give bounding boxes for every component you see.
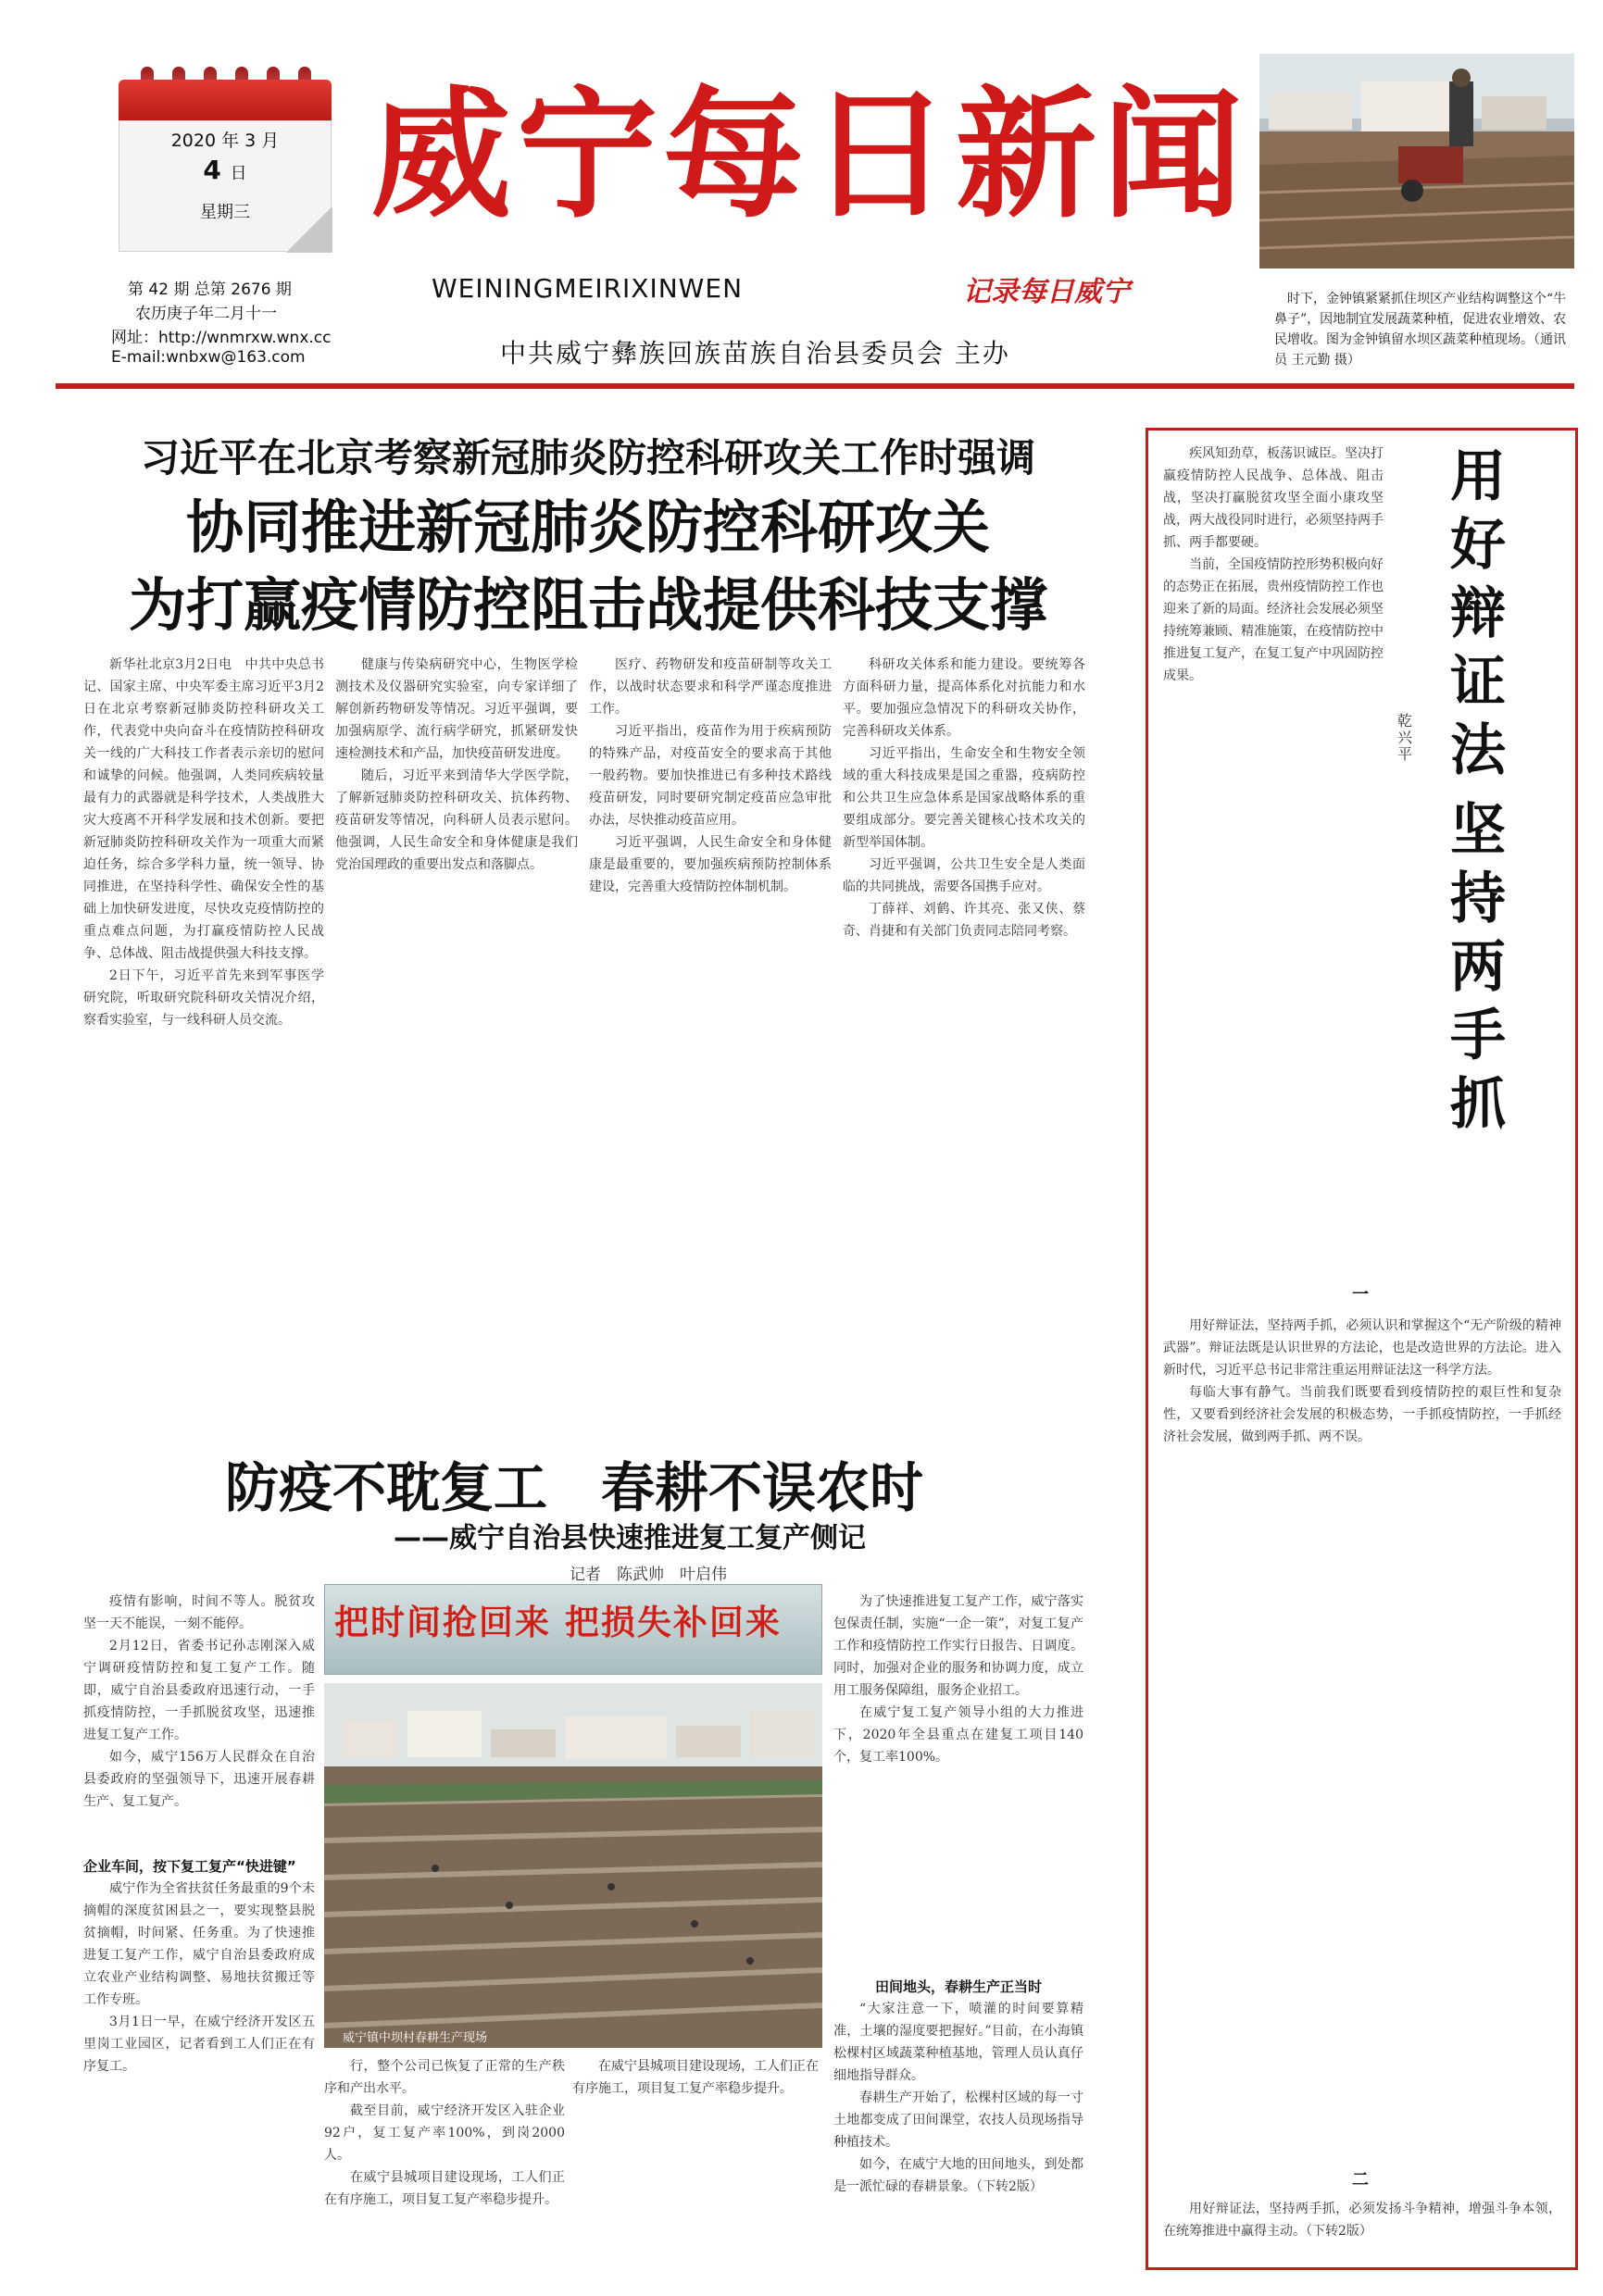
- commentary-paragraph: 疾风知劲草，板荡识诚臣。坚决打赢疫情防控人民战争、总体战、阻击战，坚决打赢脱贫攻坚全面小康攻坚战，两大战役同时进行，必须坚持两手抓、两手都要硬。: [1163, 446, 1384, 550]
- feature-column-2b: [324, 2055, 565, 2272]
- feature-paragraph: 春耕生产开始了，松棵村区域的每一寸土地都变成了田间课堂，农技人员现场指导种植技术。: [833, 2090, 1083, 2150]
- calendar-body: [119, 120, 332, 252]
- commentary-paragraph: 用好辩证法，坚持两手抓，必须认识和掌握这个“无产阶级的精神武器”。辩证法既是认识世界的方法论，也是改造世界的方法论。进入新时代，习近平总书记非常注重运用辩证法这一科学方法。: [1163, 1318, 1561, 1378]
- email[interactable]: E-mail:wnbxw@163.com: [111, 348, 306, 367]
- lunar-date: 农历庚子年二月十一: [135, 305, 277, 323]
- feature-photo-caption: 威宁镇中坝村春耕生产现场: [343, 2031, 488, 2045]
- commentary-paragraph: 每临大事有静气。当前我们既要看到疫情防控的艰巨性和复杂性，又要看到经济社会发展的积极态势，一手抓疫情防控，一手抓经济社会发展，做到两手抓、两不误。: [1163, 1385, 1561, 1444]
- feature-banner: [324, 1584, 822, 1675]
- feature-byline: 记者 陈武帅 叶启伟: [570, 1566, 727, 1584]
- feature-paragraph: 为了快速推进复工复产工作，威宁落实包保责任制，实施“一企一策”，对复工复产工作和疫情防控工作实行日报告、日调度。同时，加强对企业的服务和协调力度，成立用工服务保障组，服务企业招工。: [833, 1594, 1083, 1698]
- calendar-weekday: 星期三: [200, 203, 250, 222]
- lead-paragraph: 习近平强调，公共卫生安全是人类面临的共同挑战，需要各国携手应对。: [843, 857, 1085, 894]
- lead-headline-1: 协同推进新冠肺炎防控科研攻关: [185, 493, 990, 561]
- calendar-day-number: 4: [203, 155, 221, 185]
- sponsor-line: 中共威宁彝族回族苗族自治县委员会 主办: [500, 338, 1010, 368]
- feature-paragraph: 在威宁县城项目建设现场，工人们正在有序施工，项目复工复产率稳步提升。: [572, 2059, 819, 2096]
- issue-number: 第 42 期 总第 2676 期: [128, 281, 292, 299]
- commentary-title-top: 用好辩证法: [1450, 444, 1506, 783]
- feature-paragraph: 2月12日，省委书记孙志刚深入威宁调研疫情防控和复工复产工作。随即，威宁自治县委政府迅速行动，一手抓疫情防控，一手抓脱贫攻坚，迅速推进复工复产工作。: [83, 1639, 315, 1742]
- feature-column-1b: [83, 1855, 315, 2272]
- feature-paragraph: 行，整个公司已恢复了正常的生产秩序和产出水平。: [324, 2059, 565, 2096]
- lead-paragraph: 习近平强调，人民生命安全和身体健康是最重要的，要加强疾病预防控制体系建设，完善重大疫情防控体制机制。: [589, 835, 832, 894]
- commentary-author: 乾兴平: [1396, 712, 1412, 763]
- feature-paragraph: 在威宁县城项目建设现场，工人们正在有序施工，项目复工复产率稳步提升。: [324, 2170, 565, 2207]
- lead-paragraph: 科研攻关体系和能力建设。要统筹各方面科研力量，提高体系化对抗能力和水平。要加强应急情况下的科研攻关协作，完善科研攻关体系。: [843, 657, 1085, 739]
- lead-body-column-3: [589, 654, 832, 1413]
- masthead-pinyin: WEININGMEIRIXINWEN: [432, 273, 744, 304]
- feature-paragraph: 威宁作为全省扶贫任务最重的9个未摘帽的深度贫困县之一，要实现整县脱贫摘帽，时间紧、任务重。为了快速推进复工复产工作，威宁自治县委政府成立农业产业结构调整、易地扶贫搬迁等工作专班。: [83, 1881, 315, 2007]
- commentary-column-end: [1163, 2198, 1561, 2263]
- lead-paragraph: 健康与传染病研究中心，生物医学检测技术及仪器研究实验室，向专家详细了解创新药物研发等情况。习近平强调，要加强病原学、流行病学研究，抓紧研发快速检测技术和产品，加快疫苗研发进度。: [335, 657, 578, 761]
- lead-paragraph: 2日下午，习近平首先来到军事医学研究院，听取研究院科研攻关情况介绍，察看实验室，与一线科研人员交流。: [83, 968, 324, 1028]
- feature-column-3: [833, 1591, 1083, 1970]
- commentary-section-mark-2: 二: [1352, 2170, 1369, 2190]
- calendar-header: [119, 80, 332, 120]
- calendar-day: [119, 155, 331, 185]
- feature-banner-text: 把时间抢回来 把损失补回来: [334, 1603, 782, 1642]
- feature-paragraph: 在威宁复工复产领导小组的大力推进下，2020年全县重点在建复工项目140个，复工率100%。: [833, 1705, 1083, 1765]
- feature-paragraph: 3月1日一早，在威宁经济开发区五里岗工业园区，记者看到工人们正在有序复工。: [83, 2015, 315, 2074]
- feature-paragraph: “大家注意一下，喷灌的时间要算精准，土壤的湿度要把握好。”目前，在小海镇松棵村区域蔬菜种植基地，管理人员认真仔细地指导群众。: [833, 2002, 1083, 2083]
- page-curl: [286, 206, 332, 253]
- lead-kicker: 习近平在北京考察新冠肺炎防控科研攻关工作时强调: [140, 435, 1035, 480]
- masthead-title: 威宁每日新闻: [370, 71, 1248, 237]
- commentary-column-left: [1163, 443, 1384, 1267]
- commentary-title-bottom: 坚持两手抓: [1450, 798, 1506, 1137]
- top-news-photo: [1259, 54, 1574, 268]
- date-calendar: [119, 67, 332, 252]
- feature-paragraph: 截至目前，威宁经济开发区入驻企业92户，复工复产率100%，到岗2000人。: [324, 2103, 565, 2163]
- feature-subhead-1: 企业车间，按下复工复产“快进键”: [83, 1858, 296, 1875]
- lead-body-column-2: [335, 654, 578, 1413]
- top-photo-caption: 时下，金钟镇紧紧抓住坝区产业结构调整这个“牛鼻子”，因地制宜发展蔬菜种植，促进农业增效、农民增收。图为金钟镇留水坝区蔬菜种植现场。（通讯员 王元勤 摄）: [1274, 292, 1567, 368]
- feature-column-1: [83, 1591, 315, 1850]
- calendar-year-month: 2020 年 3 月: [170, 131, 280, 151]
- feature-photo: [324, 1683, 822, 2048]
- feature-column-3b: [572, 2055, 819, 2272]
- lead-body-column-4: [843, 654, 1085, 1413]
- feature-subtitle: ——威宁自治县快速推进复工复产侧记: [394, 1522, 866, 1554]
- masthead-divider: [56, 383, 1574, 389]
- website[interactable]: 网址：http://wnmrxw.wnx.cc: [111, 329, 332, 347]
- feature-paragraph: 如今，在威宁大地的田间地头，到处都是一派忙碌的春耕景象。（下转2版）: [833, 2157, 1083, 2194]
- feature-column-3c: [833, 1976, 1083, 2272]
- lead-paragraph: 新华社北京3月2日电 中共中央总书记、国家主席、中央军委主席习近平3月2日在北京考察新冠肺炎防控科研攻关工作，代表党中央向奋斗在疫情防控科研攻关一线的广大科技工作者表示亲切的慰问和诚挚的问候。他强调，人类同疾病较量最有力的武器就是科学技术，人类战胜大灾大疫离不开科学发展和技术创新。要把新冠肺炎防控科研攻关作为一项重大而紧迫任务，综合多学科力量，统一领导、协同推进，在坚持科学性、确保安全性的基础上加快研发进度，尽快攻克疫情防控的重点难点问题，为打赢疫情防控人民战争、总体战、阻击战提供强大科技支撑。: [83, 657, 324, 961]
- lead-paragraph: 医疗、药物研发和疫苗研制等攻关工作，以战时状态要求和科学严谨态度推进工作。: [589, 657, 832, 717]
- feature-paragraph: 如今，威宁156万人民群众在自治县委政府的坚强领导下，迅速开展春耕生产、复工复产。: [83, 1750, 315, 1809]
- lead-paragraph: 习近平指出，生命安全和生物安全领域的重大科技成果是国之重器，疫病防控和公共卫生应急体系是国家战略体系的重要组成部分。要完善关键核心技术攻关的新型举国体制。: [843, 746, 1085, 850]
- lead-paragraph: 习近平指出，疫苗作为用于疾病预防的特殊产品，对疫苗安全的要求高于其他一般药物。要加快推进已有多种技术路线疫苗研发，同时要研究制定疫苗应急审批办法，尽快推动疫苗应用。: [589, 724, 832, 828]
- commentary-section-mark-1: 一: [1352, 1285, 1369, 1304]
- lead-body-column-1: [83, 654, 324, 1413]
- commentary-column-lower: [1163, 1315, 1561, 1981]
- commentary-paragraph: 当前，全国疫情防控形势积极向好的态势正在拓展，贵州疫情防控工作也迎来了新的局面。经济社会发展必须坚持统筹兼顾、精准施策，在疫情防控中推进复工复产，在复工复产中巩固防控成果。: [1163, 557, 1384, 683]
- calendar-day-suffix: 日: [230, 164, 247, 183]
- feature-paragraph: 疫情有影响，时间不等人。脱贫攻坚一天不能误，一刻不能停。: [83, 1594, 315, 1631]
- masthead-slogan: 记录每日威宁: [963, 276, 1130, 308]
- lead-headline-2: 为打赢疫情防控阻击战提供科技支撑: [128, 571, 1047, 639]
- feature-subhead-2: 田间地头，春耕生产正当时: [874, 1978, 1042, 1995]
- lead-paragraph: 随后，习近平来到清华大学医学院，了解新冠肺炎防控科研攻关、抗体药物、疫苗研发等情况，向科研人员表示慰问。他强调，人民生命安全和身体健康是我们党治国理政的重要出发点和落脚点。: [335, 768, 578, 872]
- feature-headline: 防疫不耽复工 春耕不误农时: [224, 1456, 923, 1519]
- commentary-paragraph: 用好辩证法，坚持两手抓，必须发扬斗争精神，增强斗争本领，在统筹推进中赢得主动。（下转2版）: [1163, 2202, 1561, 2239]
- lead-paragraph: 丁薛祥、刘鹤、许其亮、张又侠、蔡奇、肖捷和有关部门负责同志陪同考察。: [843, 902, 1085, 939]
